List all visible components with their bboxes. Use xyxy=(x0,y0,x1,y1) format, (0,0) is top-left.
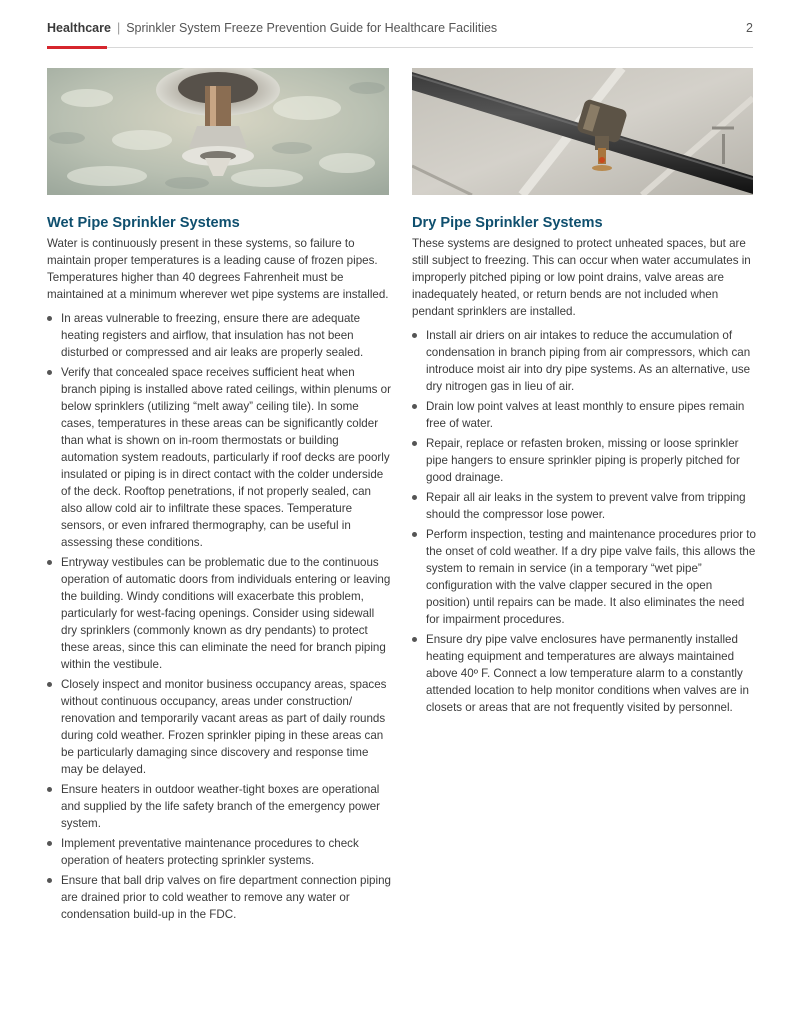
bullet-icon xyxy=(412,404,417,409)
bullet-icon xyxy=(412,441,417,446)
list-item: Ensure heaters in outdoor weather-tight boxes are operational and supplied by the life safety branch of the emergency power system. xyxy=(47,781,392,832)
list-item: Verify that concealed space receives sufficient heat when branch piping is installed above rated ceilings, within plenums or below sprinklers (utilizing “melt away” ceiling tile). In some cases, temperatures in these areas can be significantly colder than what is shown on in-room thermostats or building automation system readouts, particularly if roof decks are poorly insulated or piping is in direct contact with the colder underside of the deck. Rooftop penetrations, if not properly sealed, can also allow cold air to infiltrate these spaces. Temperature sensors, or even infrared thermography, can be useful in assessing these conditions. xyxy=(47,364,392,551)
bullet-icon xyxy=(47,316,52,321)
section-intro: These systems are designed to protect unheated spaces, but are still subject to freezing. This can occur when water accumulates in improperly pitched piping or low point drains, valve areas are inadequately heated, or return bends are not included when pendant sprinklers are installed. xyxy=(412,237,751,318)
bullet-list xyxy=(47,310,392,923)
list-item: Ensure that ball drip valves on fire department connection piping are drained prior to cold weather to remove any water or condensation build-up in the FDC. xyxy=(47,872,392,923)
wet-pipe-section xyxy=(47,213,392,926)
bullet-icon xyxy=(47,841,52,846)
dry-pipe-sprinkler-photo xyxy=(412,68,753,195)
section-intro: Water is continuously present in these systems, so failure to maintain proper temperatures is a leading cause of frozen pipes. Temperatures higher than 40 degrees Fahrenheit must be maintained at a minimum wherever wet pipe systems are installed. xyxy=(47,237,389,301)
section-heading: Wet Pipe Sprinkler Systems xyxy=(47,215,240,231)
header-accent-rule xyxy=(47,46,107,49)
header-brand: Healthcare xyxy=(47,21,111,35)
list-item: Install air driers on air intakes to reduce the accumulation of condensation in branch piping from air compressors, which can introduce moist air into dry pipe systems. As an alternative, use dry nitrogen gas in lieu of air. xyxy=(412,327,757,395)
frozen-sprinkler-photo xyxy=(47,68,389,195)
header-separator: | xyxy=(116,21,121,35)
bullet-icon xyxy=(412,532,417,537)
page-number: 2 xyxy=(746,21,753,35)
bullet-icon xyxy=(412,637,417,642)
list-item: Ensure dry pipe valve enclosures have permanently installed heating equipment and temperatures are always maintained above 40º F. Connect a low temperature alarm to a constantly attended location to help monitor conditions when valves are in closets or areas that are not frequently visited by personnel. xyxy=(412,631,757,716)
list-item: Drain low point valves at least monthly to ensure pipes remain free of water. xyxy=(412,398,757,432)
bullet-icon xyxy=(47,878,52,883)
bullet-icon xyxy=(47,370,52,375)
list-item: Implement preventative maintenance procedures to check operation of heaters protecting sprinkler systems. xyxy=(47,835,392,869)
bullet-icon xyxy=(412,333,417,338)
list-item: Repair, replace or refasten broken, missing or loose sprinkler pipe hangers to ensure sprinkler piping is properly pitched for good drainage. xyxy=(412,435,757,486)
bullet-icon xyxy=(47,560,52,565)
bullet-icon xyxy=(412,495,417,500)
header-title: Sprinkler System Freeze Prevention Guide for Healthcare Facilities xyxy=(126,21,498,35)
list-item: Perform inspection, testing and maintenance procedures prior to the onset of cold weather. If a dry pipe valve fails, this allows the system to remain in service (in a temporary “wet pipe” configuration with the valve clapper secured in the open position) until repairs can be made. It also eliminates the need for impairment procedures. xyxy=(412,526,757,628)
list-item: In areas vulnerable to freezing, ensure there are adequate heating registers and airflow, that insulation has not been disturbed or compressed and air leaks are properly sealed. xyxy=(47,310,392,361)
header-divider xyxy=(47,47,753,48)
list-item: Repair all air leaks in the system to prevent valve from tripping should the compressor lose power. xyxy=(412,489,757,523)
bullet-list xyxy=(412,327,757,716)
list-item: Closely inspect and monitor business occupancy areas, spaces without continuous occupancy, areas under construction/ renovation and temporarily vacant areas as part of daily rounds during cold weather. Frozen sprinkler piping in these areas can be particularly damaging since discovery and response time may be delayed. xyxy=(47,676,392,778)
section-heading: Dry Pipe Sprinkler Systems xyxy=(412,215,603,231)
bullet-icon xyxy=(47,787,52,792)
list-item: Entryway vestibules can be problematic due to the continuous operation of automatic doors from individuals entering or leaving the building. Windy conditions will exacerbate this problem, particularly for west-facing openings. Consider using sidewall dry sprinklers (commonly known as dry pendants) to protect these areas, since this can eliminate the need for branch piping within the vestibule. xyxy=(47,554,392,673)
page-header xyxy=(47,20,753,40)
bullet-icon xyxy=(47,682,52,687)
dry-pipe-section xyxy=(412,213,757,719)
